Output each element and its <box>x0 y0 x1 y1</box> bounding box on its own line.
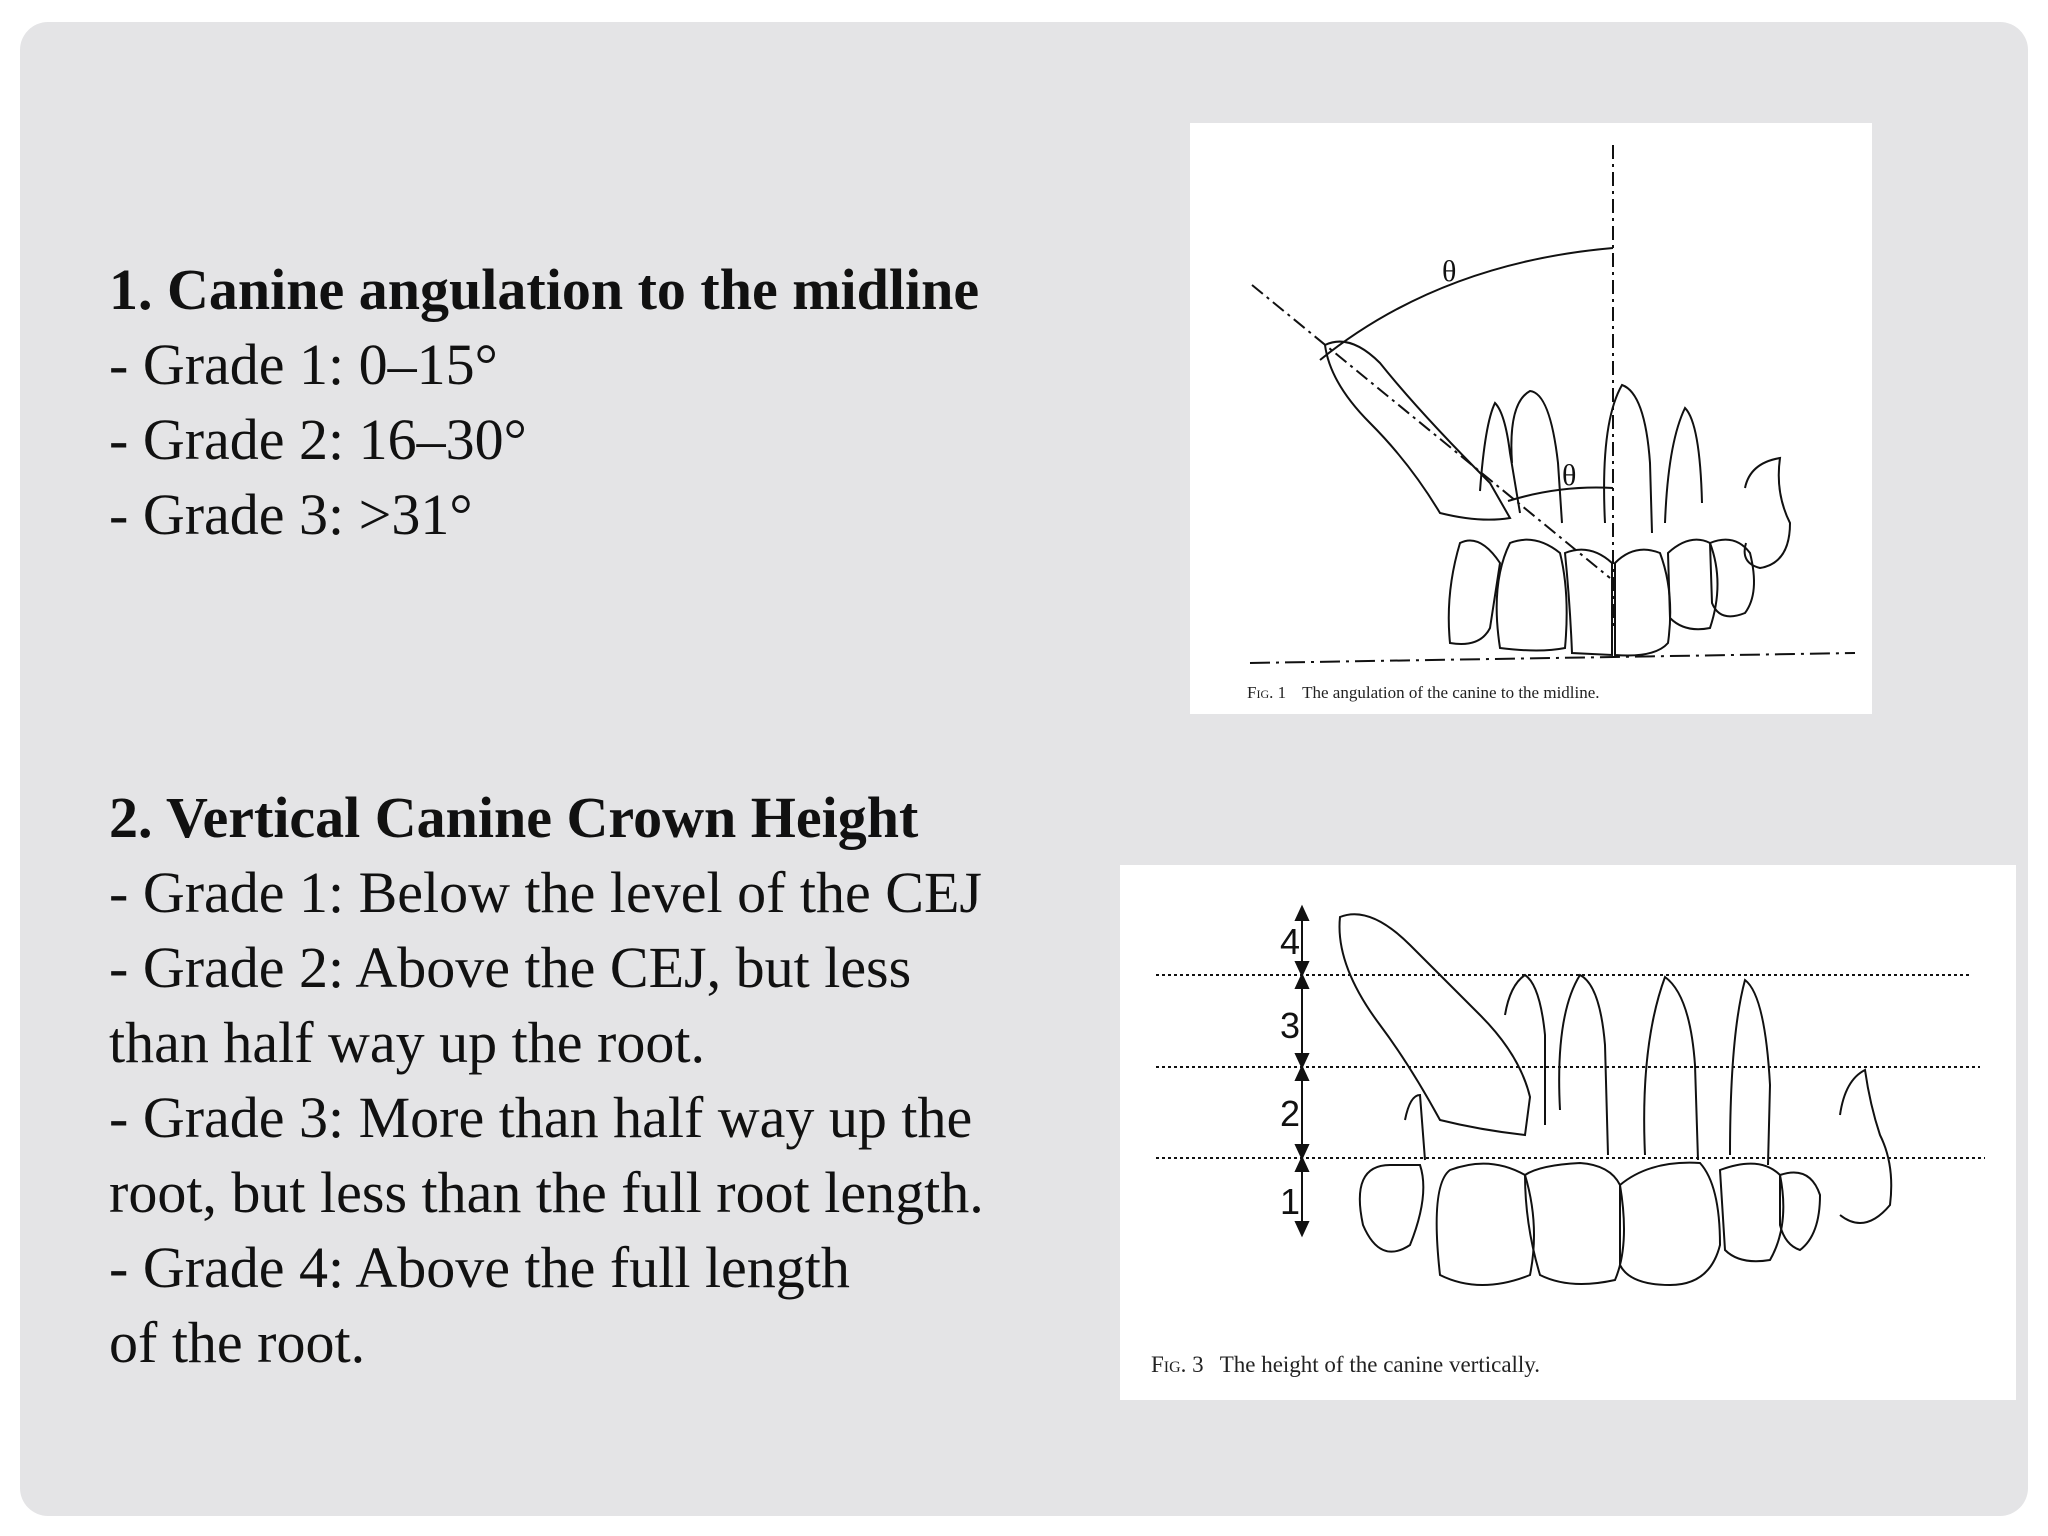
figure1-label: Fig. 1 <box>1247 683 1287 702</box>
premolar-right <box>1840 1070 1891 1223</box>
crown-canine-right <box>1780 1173 1820 1251</box>
theta-label-top: θ <box>1442 255 1457 288</box>
crown-central-right <box>1620 1163 1720 1285</box>
crown-height-line-1: - Grade 1: Below the level of the CEJ <box>109 860 982 925</box>
angulation-heading: 1. Canine angulation to the midline <box>109 257 980 322</box>
crown-height-diagram <box>1120 865 2016 1400</box>
crown-height-figure <box>1120 865 2016 1400</box>
crown-central-left <box>1525 1163 1624 1284</box>
angulation-diagram <box>1190 123 1872 714</box>
crown-central-left <box>1565 550 1612 655</box>
figure2-caption-text: The height of the canine vertically. <box>1219 1352 1541 1377</box>
crown-canine-left <box>1437 1164 1534 1285</box>
root-lateral-left <box>1505 975 1545 1125</box>
zone-label-4: 4 <box>1280 921 1301 962</box>
impacted-canine <box>1325 342 1510 520</box>
crown-height-line-2: - Grade 2: Above the CEJ, but less <box>109 935 912 1000</box>
crown-lateral-right <box>1720 1164 1783 1262</box>
crown-height-line-4: - Grade 3: More than half way up the <box>109 1085 973 1150</box>
theta-label-small: θ <box>1562 459 1577 492</box>
arrow-1-down <box>1296 1222 1308 1235</box>
crown-central-right <box>1615 550 1670 656</box>
arrow-2-up <box>1296 1067 1308 1080</box>
crown-canine-left <box>1497 540 1567 651</box>
figure1-caption <box>1247 683 1600 703</box>
crown-lateral-left <box>1449 541 1500 645</box>
angulation-grade-2: - Grade 2: 16–30° <box>109 407 527 472</box>
crown-height-line-7: of the root. <box>109 1310 366 1375</box>
root-central-right <box>1644 977 1698 1160</box>
impacted-canine <box>1340 914 1531 1135</box>
arrow-3-up <box>1296 975 1308 988</box>
angle-arc-top <box>1320 248 1613 360</box>
figure2-caption <box>1151 1352 1540 1378</box>
zone-label-1: 1 <box>1280 1181 1301 1222</box>
zone-label-3: 3 <box>1280 1005 1301 1046</box>
crown-height-line-6: - Grade 4: Above the full length <box>109 1235 850 1300</box>
canine-axis <box>1252 285 1610 578</box>
occlusal-line <box>1250 653 1855 663</box>
figure2-label: Fig. 3 <box>1151 1352 1204 1377</box>
crown-height-text-block <box>109 780 984 1380</box>
arrow-1-up <box>1296 1158 1308 1171</box>
root-left-edge <box>1405 1095 1425 1160</box>
root-central-left <box>1559 975 1608 1155</box>
crown-height-line-5: root, but less than the full root length. <box>109 1160 984 1225</box>
angulation-text-block <box>109 252 979 552</box>
angulation-grade-1: - Grade 1: 0–15° <box>109 332 498 397</box>
figure1-caption-text: The angulation of the canine to the midline. <box>1302 683 1600 702</box>
angulation-grade-3: - Grade 3: >31° <box>109 482 473 547</box>
root-lateral-right <box>1730 980 1770 1165</box>
arrow-4-up <box>1296 907 1308 920</box>
crown-height-heading: 2. Vertical Canine Crown Height <box>109 785 919 850</box>
angulation-figure <box>1190 123 1872 714</box>
central-root-right <box>1604 385 1652 533</box>
zone-label-2: 2 <box>1280 1093 1301 1134</box>
crown-height-line-3: than half way up the root. <box>109 1010 705 1075</box>
crown-premolar-left <box>1360 1165 1424 1252</box>
premolar-right <box>1745 458 1790 568</box>
lateral-root-right <box>1665 408 1702 523</box>
slide <box>20 22 2028 1516</box>
